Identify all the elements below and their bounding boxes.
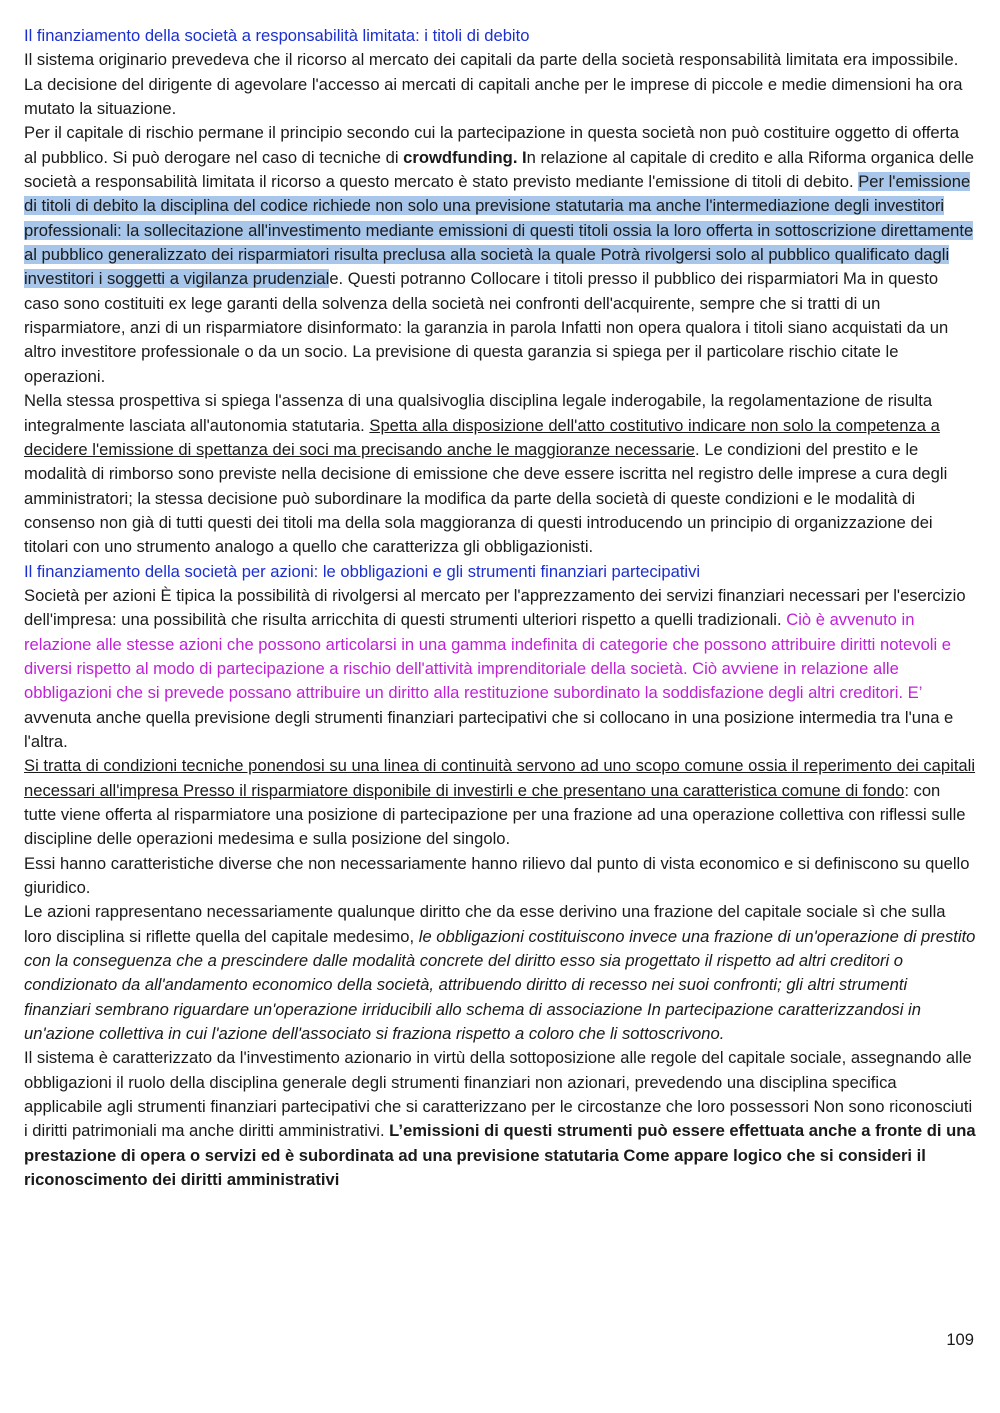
underlined-passage-1: Spetta alla disposizione dell'atto costitutivo indicare non solo la competenza a decidere l'emissione di spettanza dei soci ma precisando anche le maggioranze necessarie (24, 415, 940, 459)
section-heading-spa: Il finanziamento della società per azioni: le obbligazioni e gli strumenti finanziari partecipativi (24, 561, 701, 581)
paragraph-3-text-a: Nella stessa prospettiva si spiega l'assenza di una qualsivoglia disciplina legale inderogabile, la regolamentazione de risulta integralmente lasciata all'autonomia statutaria. (24, 391, 933, 435)
paragraph-1: Il sistema originario prevedeva che il ricorso al mercato dei capitali da parte della società responsabilità limitata era impossibile. La decisione del dirigente di agevolare l'accesso ai mercati di capitali anche per le imprese di piccole e medie dimensioni ha ora mutato la situazione. (24, 50, 963, 119)
paragraph-2-text-c: e. Questi potranno Collocare i titoli presso il pubblico dei risparmiatori Ma in questo caso sono costituiti ex lege garanti della solvenza della società nei confronti dell'acquirente, sempre che si tratti di un risparmiatore, anzi di un risparmiatore disinformato: la garanzia in parola Infatti non opera qualora i titoli siano acquistati da un altro investitore professionale o da un socio. La previsione di questa garanzia si spiega per il particolare rischio citate le operazioni. (24, 269, 949, 386)
bold-passage: L’emissioni di questi strumenti può essere effettuata anche a fronte di una prestazione di opera o servizi ed è subordinata ad una previsione statutaria Come appare logico che si consideri il riconoscimento dei diritti amministrativi (24, 1121, 976, 1190)
section-heading-srl: Il finanziamento della società a responsabilità limitata: i titoli di debito (24, 26, 530, 45)
paragraph-8 (24, 1046, 976, 1192)
page-content (24, 24, 976, 1193)
italic-passage: le obbligazioni costituiscono invece una frazione di un'operazione di prestito con la conseguenza che a prescindere dalle modalità concrete del diritto esso sia progettato il rispetto ad altri creditori o condizionato da all'andamento economico della società, attribuendo diritto di recesso nei suoi confronti; gli altri strumenti finanziari sembrano riguardare un'operazione irriducibili allo schema di associazione In partecipazione caratterizzandosi in un'azione collettiva in cui l'azione dell'associato si fraziona rispetto a coloro che li sottoscrivono. (24, 926, 976, 1044)
paragraph-4-text-a: Società per azioni È tipica la possibilità di rivolgersi al mercato per l'apprezzamento dei servizi finanziari necessari per l'esercizio dell'impresa: una possibilità che risulta arricchita di questi strumenti ulteriori rispetto a quelli tradizionali. (24, 585, 966, 630)
paragraph-3 (24, 389, 976, 559)
paragraph-2-text-b: n relazione al capitale di credito e alla Riforma organica delle società a responsabilità limitata il ricorso a questo mercato è stato previsto mediante l'emissione di titoli di debito. (24, 147, 975, 192)
paragraph-5-text-b: : con tutte viene offerta al risparmiatore una posizione di partecipazione per una frazione ad una operazione collettiva con riflessi sulle discipline delle operazioni medesima e sulla posizione del singolo. (24, 780, 966, 849)
highlighted-passage: Per l'emissione di titoli di debito la disciplina del codice richiede non solo una previsione statutaria ma anche l'intermediazione degli investitori professionali: la sollecitazione all'investimento mediante emissioni di questi titoli ossia la loro offerta in sottoscrizione direttamente al pubblico generalizzato dei risparmiatori risulta preclusa alla società la quale Potrà rivolgersi solo al pubblico qualificato dagli investitori i soggetti a vigilanza prudenzial (24, 172, 974, 289)
paragraph-7 (24, 900, 976, 1046)
underlined-passage-2: Si tratta di condizioni tecniche ponendosi su una linea di continuità servono ad uno scopo comune ossia il reperimento dei capitali necessari all'impresa Presso il risparmiatore disponibile di investirli e che presentano una caratteristica comune di fondo (24, 756, 976, 800)
magenta-passage: Ciò è avvenuto in relazione alle stesse azioni che possono articolarsi in una gamma indefinita di categorie che possono attribuire diritti notevoli e diversi rispetto al modo di partecipazione a rischio dell'attività imprenditoriale della società. Ciò avviene in relazione alle obbligazioni che si prevede possano attribuire un diritto alla restituzione subordinato la soddisfazione degli altri creditori. E’ (24, 610, 952, 703)
paragraph-6: Essi hanno caratteristiche diverse che non necessariamente hanno rilievo dal punto di vista economico e si definiscono su quello giuridico. (24, 853, 970, 898)
paragraph-4-text-b: avvenuta anche quella previsione degli strumenti finanziari partecipativi che si collocano in una posizione intermedia tra l'una e l'altra. (24, 707, 954, 751)
page-number: 109 (946, 1330, 974, 1349)
paragraph-7-text-a: Le azioni rappresentano necessariamente qualunque diritto che da esse derivino una frazione del capitale sociale sì che sulla loro disciplina si riflette quella del capitale medesimo, (24, 902, 946, 946)
paragraph-3-text-b: . Le condizioni del prestito e le modalità di rimborso sono previste nella decisione di emissione che deve essere iscritta nel registro delle imprese a cura degli amministratori; la stessa decisione può subordinare la modifica da parte della società di queste condizioni e le modalità di consenso non già di tutti questi dei titoli ma della sola maggioranza di questi introducendo un principio di organizzazione dei titolari con uno strumento analogo a quello che caratterizza gli obbligazionisti. (24, 439, 948, 557)
paragraph-8-text-a: Il sistema è caratterizzato da l'investimento azionario in virtù della sottoposizione alle regole del capitale sociale, assegnando alle obbligazioni il ruolo della disciplina generale degli strumenti finanziari non azionari, prevedendo una disciplina specifica applicabile agli strumenti finanziari partecipativi che si caratterizzano per le circostanze che loro possessori Non sono riconosciuti i diritti patrimoniali ma anche diritti amministrativi. (24, 1048, 973, 1141)
bold-crowdfunding: crowdfunding. I (403, 147, 527, 167)
paragraph-5 (24, 754, 976, 851)
paragraph-2-text-a: Per il capitale di rischio permane il principio secondo cui la partecipazione in questa società non può costituire oggetto di offerta al pubblico. Si può derogare nel caso di tecniche di (24, 123, 960, 167)
paragraph-4 (24, 584, 976, 754)
paragraph-2 (24, 121, 976, 389)
